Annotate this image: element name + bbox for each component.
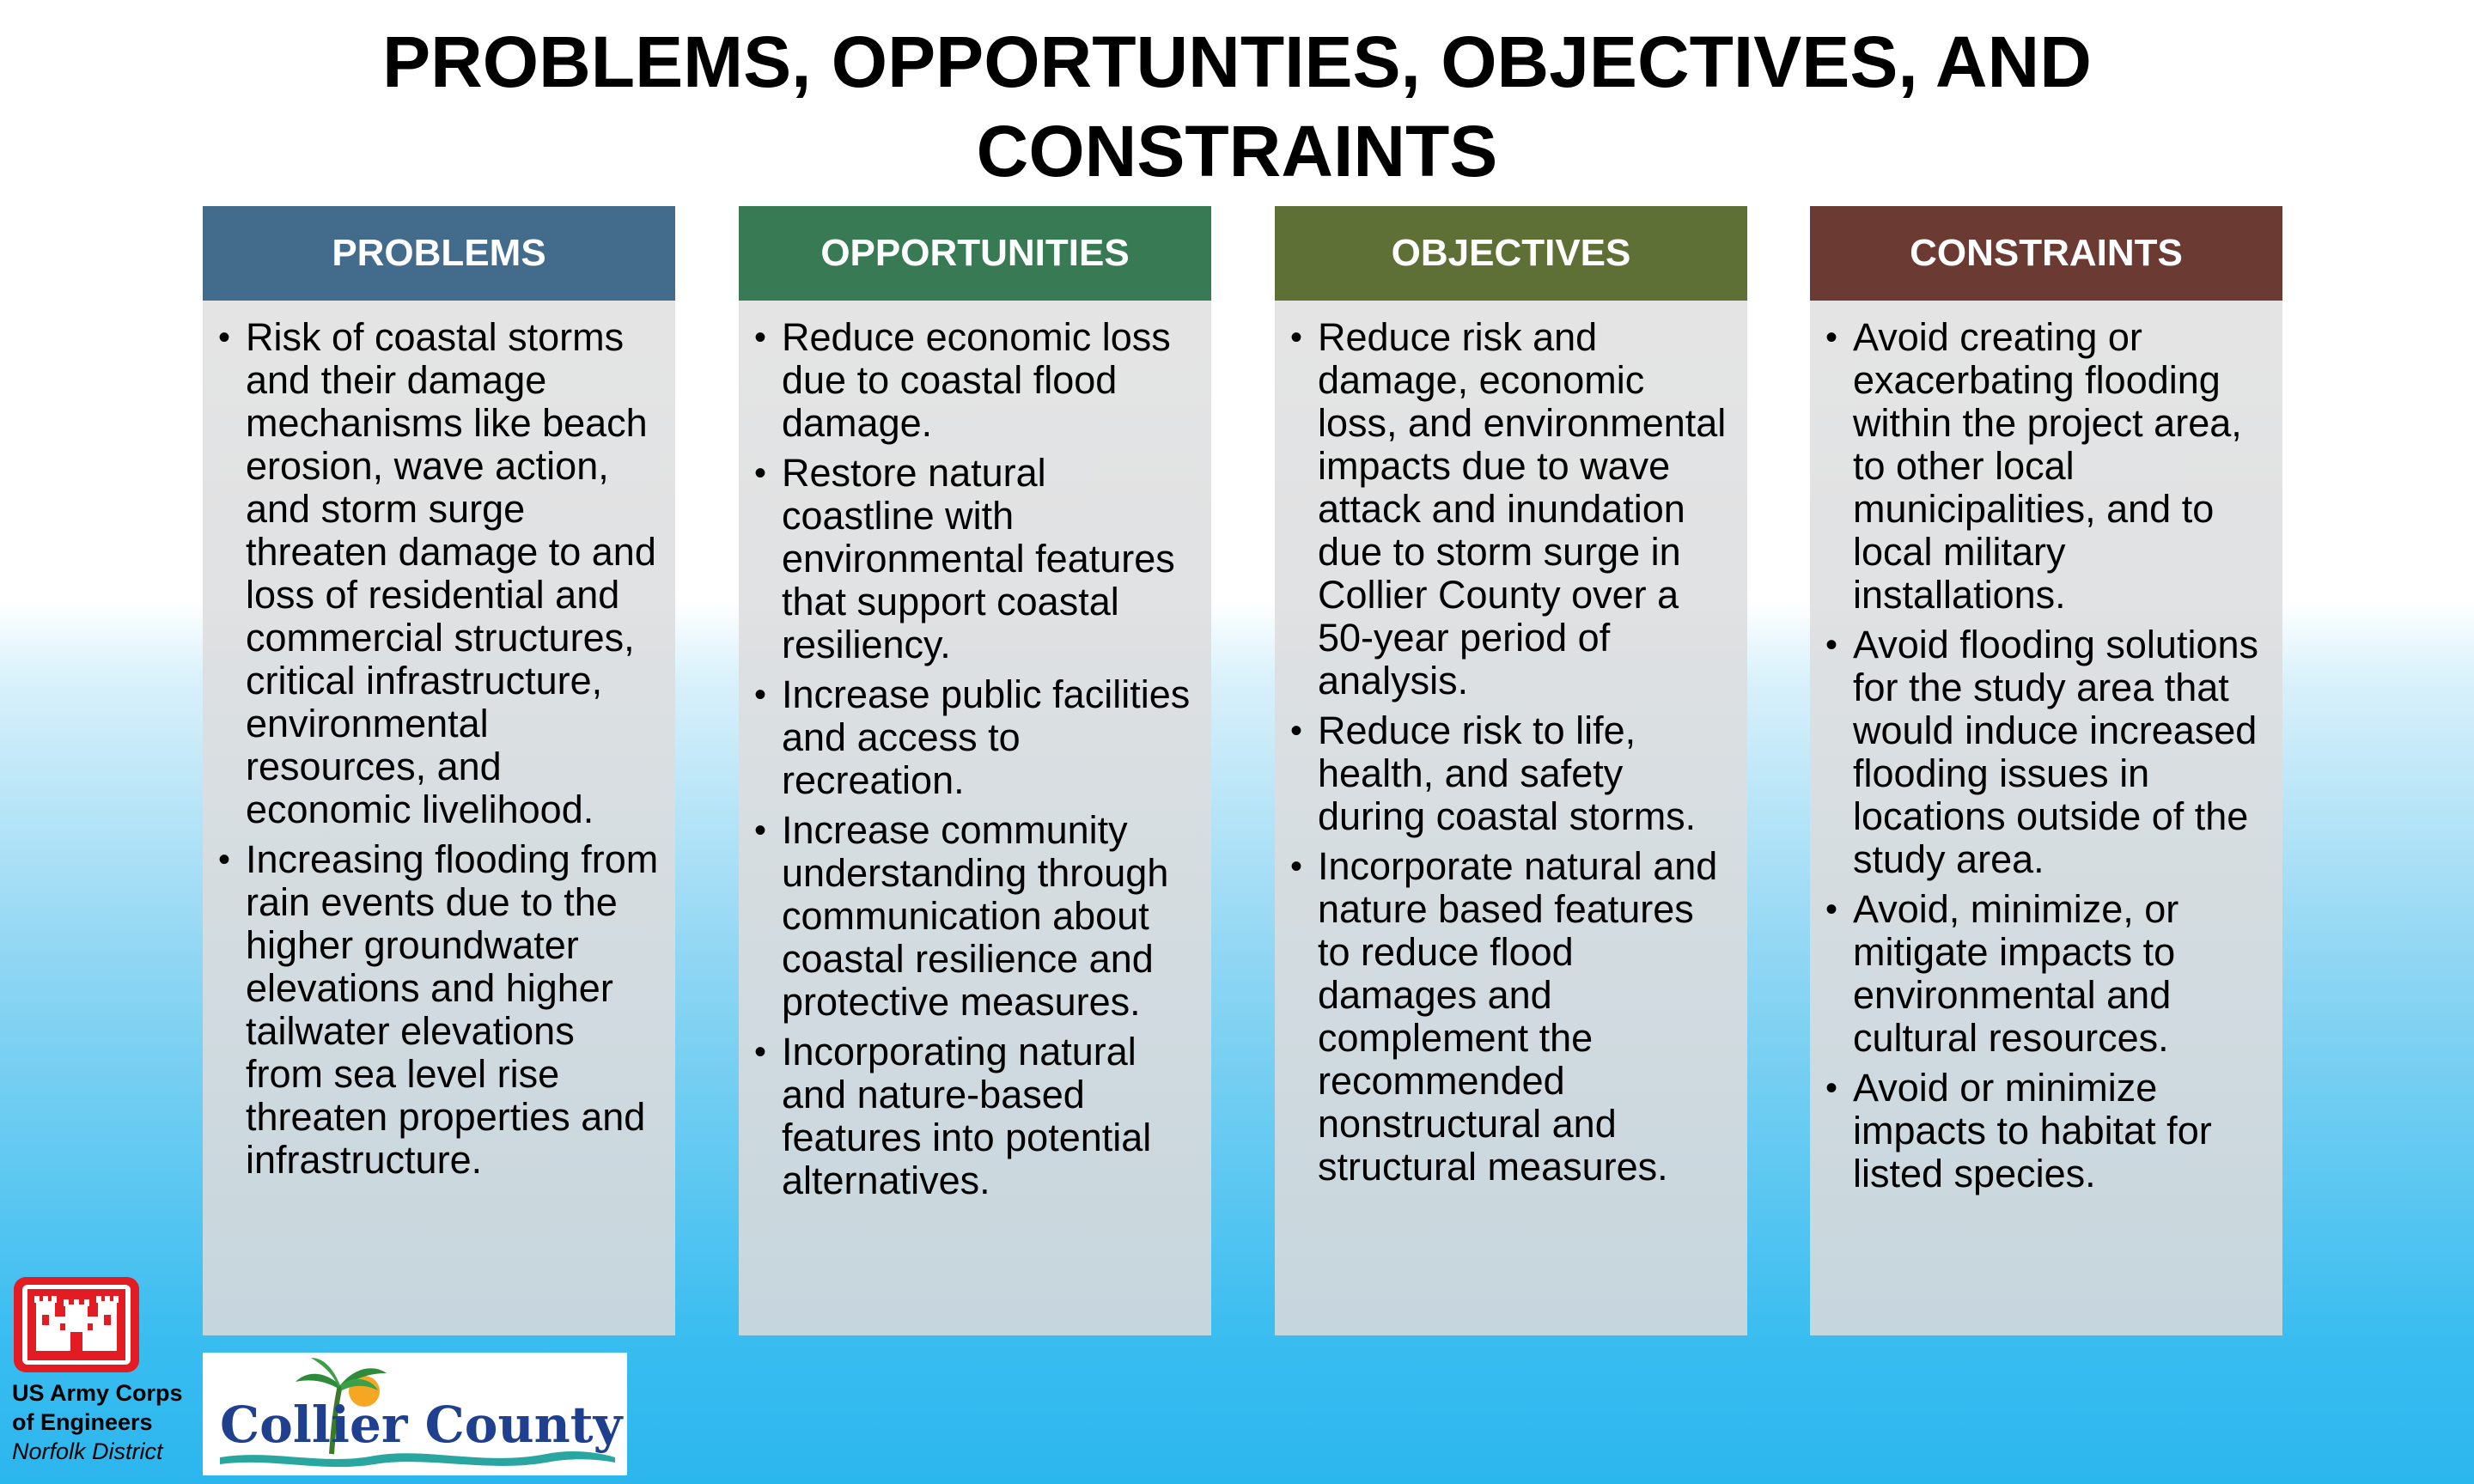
list-item: • Avoid flooding solutions for the study area that would induce increased flooding issues in locations outside of the study area. — [1825, 623, 2269, 881]
usace-castle-logo-icon — [12, 1275, 141, 1374]
bullet-list-problems — [218, 316, 661, 1182]
column-body-objectives — [1275, 301, 1747, 1335]
list-item: • Avoid or minimize impacts to habitat for listed species. — [1825, 1067, 2269, 1195]
list-item: • Incorporating natural and nature-based features into potential alternatives. — [754, 1031, 1197, 1202]
column-body-problems — [203, 301, 675, 1335]
usace-name-line-1: US Army Corps — [12, 1380, 183, 1406]
bullet-list-opportunities — [754, 316, 1197, 1202]
list-item: • Reduce risk and damage, economic loss, and environmental impacts due to wave attack and inundation due to storm surge in Collier County over a 50-year period of analysis. — [1290, 316, 1734, 702]
column-objectives — [1275, 206, 1747, 1335]
list-item: • Avoid creating or exacerbating flooding within the project area, to other local municipalities, and to local military installations. — [1825, 316, 2269, 617]
list-item: • Restore natural coastline with environmental features that support coastal resiliency. — [754, 452, 1197, 666]
usace-name-line-2: of Engineers — [12, 1409, 153, 1435]
list-item: • Increase public facilities and access to recreation. — [754, 673, 1197, 802]
list-item: • Avoid, minimize, or mitigate impacts to environmental and cultural resources. — [1825, 888, 2269, 1060]
list-item: • Reduce economic loss due to coastal flood damage. — [754, 316, 1197, 445]
column-header-constraints: CONSTRAINTS — [1810, 206, 2282, 301]
list-item: • Reduce risk to life, health, and safety during coastal storms. — [1290, 709, 1734, 838]
column-body-opportunities — [739, 301, 1211, 1335]
slide-title-line-1: PROBLEMS, OPPORTUNTIES, OBJECTIVES, AND — [382, 21, 2092, 102]
column-body-constraints — [1810, 301, 2282, 1335]
bullet-list-objectives — [1290, 316, 1734, 1189]
column-header-problems: PROBLEMS — [203, 206, 675, 301]
collier-county-logo — [203, 1353, 627, 1475]
column-opportunities — [739, 206, 1211, 1335]
column-header-opportunities: OPPORTUNITIES — [739, 206, 1211, 301]
list-item: • Incorporate natural and nature based features to reduce flood damages and complement the recommended nonstructural and structural measures. — [1290, 845, 1734, 1189]
collier-county-wordmark: Collier County — [220, 1396, 623, 1454]
bullet-list-constraints — [1825, 316, 2269, 1195]
usace-caption — [12, 1378, 183, 1466]
list-item: • Increasing flooding from rain events due to the higher groundwater elevations and higher tailwater elevations from sea level rise threaten properties and infrastructure. — [218, 838, 661, 1182]
column-header-objectives: OBJECTIVES — [1275, 206, 1747, 301]
column-constraints — [1810, 206, 2282, 1335]
slide-title-line-2: CONSTRAINTS — [976, 111, 1498, 192]
slide-title — [0, 17, 2474, 196]
list-item: • Increase community understanding through communication about coastal resilience and protective measures. — [754, 809, 1197, 1024]
list-item: • Risk of coastal storms and their damage mechanisms like beach erosion, wave action, and storm surge threaten damage to and loss of residential and commercial structures, critical infrastructure, environmental resources, and economic livelihood. — [218, 316, 661, 831]
column-problems — [203, 206, 675, 1335]
usace-district: Norfolk District — [12, 1438, 163, 1464]
